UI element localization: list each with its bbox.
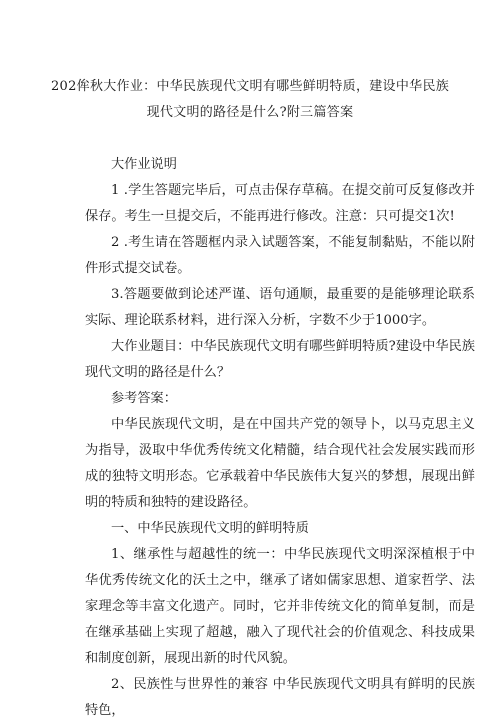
title-line-2: 现代文明的路径是什么?附三篇答案 — [146, 105, 354, 120]
section-heading-1: 一、中华民族现代文明的鲜明特质 — [111, 521, 309, 536]
document-body — [85, 152, 475, 724]
point-1-paragraph: 1、继承性与超越性的统一：中华民族现代文明深深植根于中华优秀传统文化的沃土之中，继承了诸如儒家思想、道家哲学、法家理念等丰富文化遗产。同时，它并非传统文化的简单复制，而是在继承基础上实现了超越，融入了现代社会的价值观念、科技成果和制度创新，展现出新的时代风貌。 — [85, 547, 475, 666]
instruction-item-2: 2 .考生请在答题框内录入试题答案，不能复制黏贴，不能以附件形式提交试卷。 — [85, 235, 475, 276]
assignment-question: 大作业题目：中华民族现代文明有哪些鲜明特质?建设中华民族现代文明的路径是什么？ — [85, 339, 475, 380]
document-title — [0, 74, 500, 126]
answer-heading: 参考答案： — [111, 391, 177, 406]
section-heading-instructions: 大作业说明 — [111, 157, 177, 172]
answer-intro-paragraph: 中华民族现代文明，是在中国共产党的领导卜，以马克思主义为指导，汲取中华优秀传统文化精髓，结合现代社会发展实践而形成的独特文明形态。它承载着中华民族伟大复兴的梦想，展现出鲜明的特质和独特的建设路径。 — [85, 417, 475, 510]
instruction-item-1: 1 .学生答题完毕后，可点击保存草稿。在提交前可反复修改并保存。考生一旦提交后，不能再进行修改。注意：只可提交1次! — [85, 183, 475, 224]
instruction-item-3: 3.答题要做到论述严谨、语句通顺，最重要的是能够理论联系实际、理论联系材料，进行深入分析，字数不少于1000字。 — [85, 287, 475, 328]
title-line-1: 202侔秋大作业：中华民族现代文明有哪些鲜明特质，建设中华民族 — [50, 79, 450, 94]
point-2-paragraph: 2、民族性与世界性的兼容 中华民族现代文明具有鲜明的民族特色， — [85, 677, 475, 718]
